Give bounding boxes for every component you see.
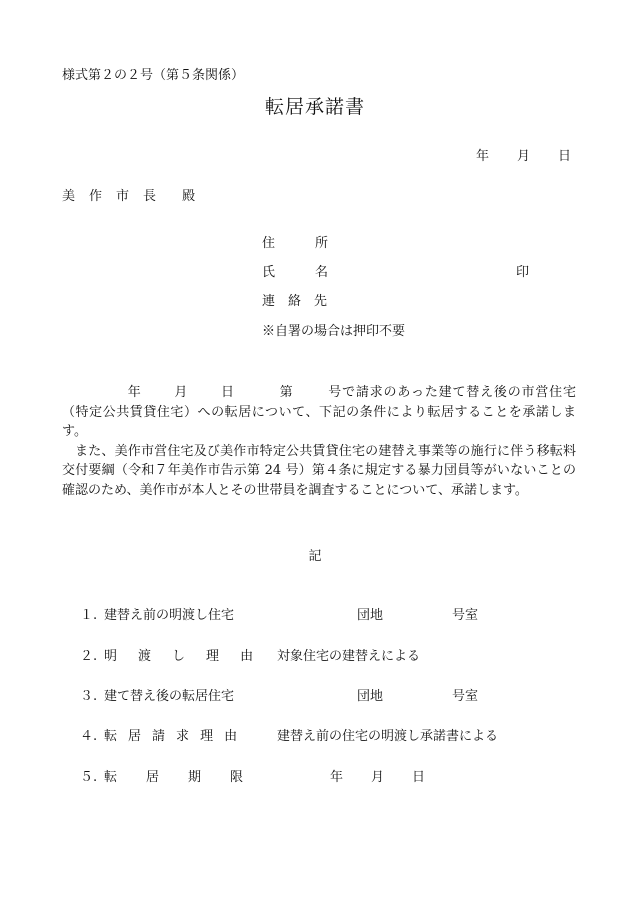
body-paragraph-1: 年 月 日 第 号で請求のあった建て替え後の市営住宅（特定公共賃貸住宅）への転居について、下記の条件により転居することを承諾します。 [62, 385, 576, 439]
item-number: ２. [80, 649, 98, 664]
date-day: 日 [558, 149, 572, 164]
ki-heading: 記 [308, 549, 322, 564]
signature-note: ※自署の場合は押印不要 [262, 324, 406, 339]
item-label: 転 居 請 求 理 由 [104, 729, 238, 744]
item-danchi: 団地 [357, 608, 384, 623]
addressee-char: 市 [116, 189, 130, 204]
item-goshitsu: 号室 [452, 689, 479, 704]
form-number: 様式第２の２号（第５条関係） [62, 68, 245, 83]
item-value: 建替え前の住宅の明渡し承諾書による [277, 729, 499, 744]
body-text [62, 383, 576, 500]
addressee-char: 殿 [182, 189, 196, 204]
item-label: 転 居 期 限 [104, 770, 244, 785]
item-number: ４. [80, 729, 98, 744]
addressee [62, 185, 195, 204]
item-label: 明 渡 し 理 由 [104, 649, 254, 664]
name-label: 氏 名 [262, 265, 329, 280]
date-month: 月 [517, 149, 531, 164]
item-number: ５. [80, 770, 98, 785]
address-label: 住 所 [262, 236, 329, 251]
item-number: ３. [80, 689, 98, 704]
contact-label: 連 絡 先 [262, 294, 328, 309]
addressee-char: 長 [143, 189, 157, 204]
item-value: 対象住宅の建替えによる [277, 649, 421, 664]
item-label: 建て替え後の転居住宅 [104, 689, 235, 704]
item-number: １. [80, 608, 98, 623]
item-date: 年 月 日 [330, 770, 426, 785]
document-title: 転居承諾書 [264, 96, 365, 118]
item-label: 建替え前の明渡し住宅 [104, 608, 235, 623]
date-fields [476, 145, 571, 164]
addressee-char: 作 [89, 189, 103, 204]
item-danchi: 団地 [357, 689, 384, 704]
stamp-mark: 印 [516, 265, 530, 280]
addressee-char: 美 [62, 189, 76, 204]
body-paragraph-2: また、美作市営住宅及び美作市特定公共賃貸住宅の建替え事業等の施行に伴う移転料交付要綱（令和７年美作市告示第 24 号）第４条に規定する暴力団員等がいないことの確認のため、美作市が本人とその世帯員を調査することについて、承諾します。 [62, 443, 576, 498]
item-goshitsu: 号室 [452, 608, 479, 623]
date-year: 年 [476, 149, 490, 164]
